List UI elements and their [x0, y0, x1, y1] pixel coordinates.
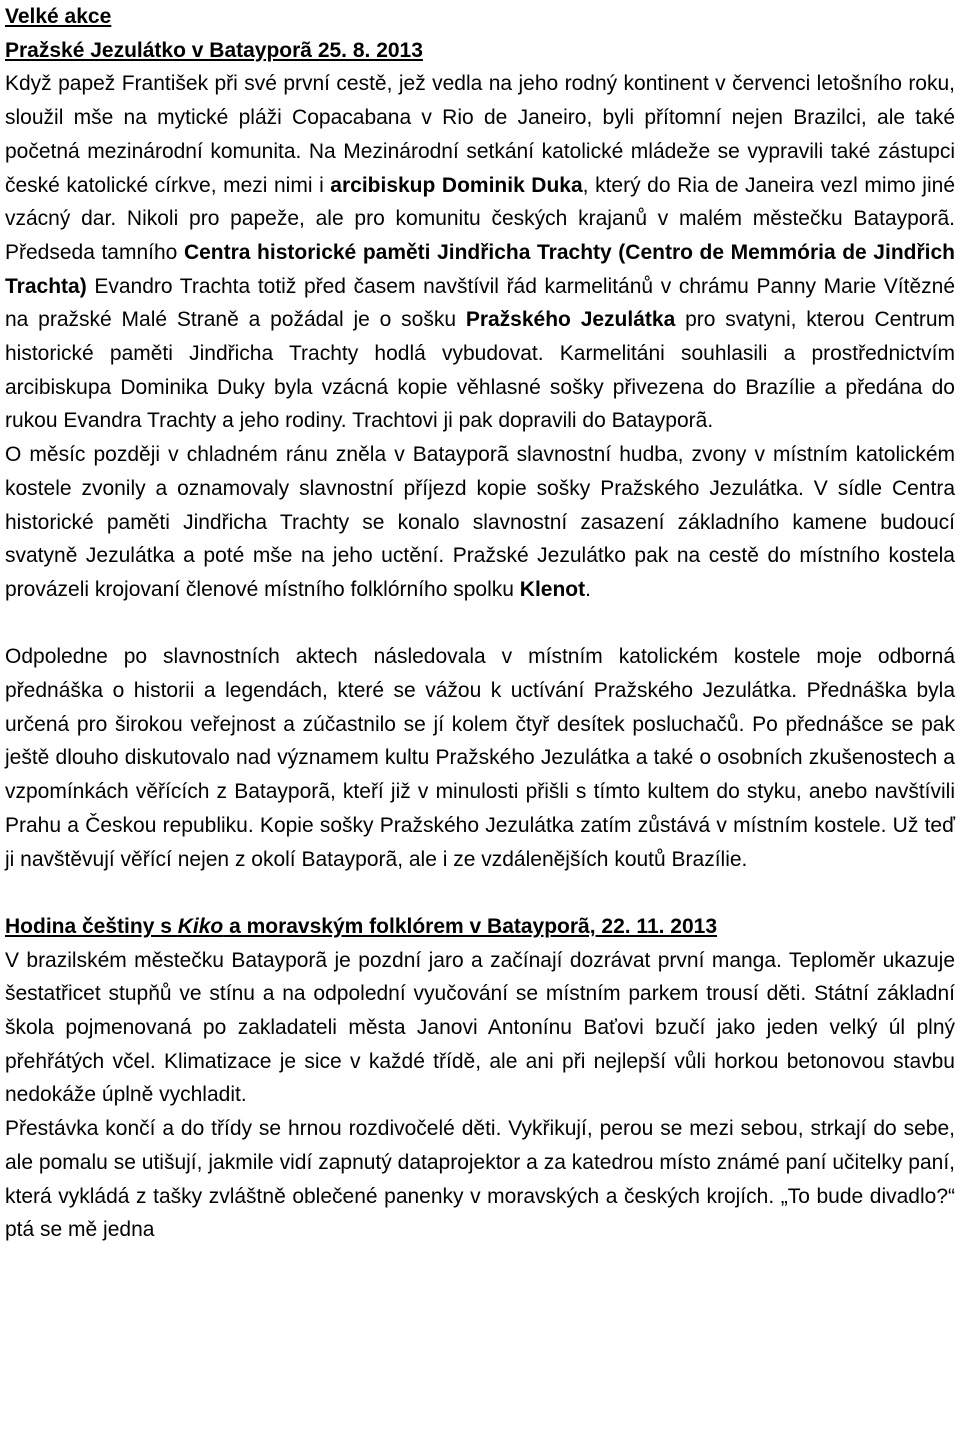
title-italic-kiko: Kiko	[177, 914, 224, 938]
section-title: Velké akce	[5, 5, 112, 28]
bold-name-jezulatko: Pražského Jezulátka	[465, 308, 676, 332]
paragraph-text: O měsíc později v chladném ránu zněla v Batayporã slavnostní hudba, zvony v místním katolickém kostele zvonily a oznamovaly slavnostní příjezd kopie sošky Pražského Jezulátka. V sídle Centra historické paměti Jindřicha Trachty se konalo slavnostní zasazení základního kamene budoucí svatyně Jezulátka a poté mše na jeho uctění. Pražské Jezulátko pak na cestě do místního kostela provázeli krojovaní členové místního folklórního spolku	[5, 443, 955, 601]
paragraph-text: .	[585, 577, 591, 601]
article-paragraph	[5, 67, 955, 438]
paragraph-text: Evandro Trachta totiž před časem navštívil řád karmelitánů v chrámu Panny Marie Vítězné na pražské Malé Straně a požádal je o sošku	[5, 274, 955, 332]
bold-name-arcibiskup: arcibiskup Dominik Duka	[330, 173, 583, 197]
paragraph-spacer	[5, 607, 955, 641]
article-paragraph: Odpoledne po slavnostních aktech následovala v místním katolickém kostele moje odborná přednáška o historii a legendách, které se vážou k uctívání Pražského Jezulátka. Přednáška byla určená pro širokou veřejnost a zúčastnilo se jí kolem čtyř desítek posluchačů. Po přednášce se pak ještě dlouho diskutovalo nad významem kultu Pražského Jezulátka a také o osobních zkušenostech a vzpomínkách věřících z Batayporã, kteří již v minulosti přišli s tímto kultem do styku, anebo navštívili Prahu a Českou republiku. Kopie sošky Pražského Jezulátka zatím zůstává v místním kostele. Už teď ji navštěvují věřící nejen z okolí Batayporã, ale i ze vzdálenějších koutů Brazílie.	[5, 645, 955, 871]
bold-name-klenot: Klenot	[519, 577, 586, 601]
paragraph-text: pro svatyni, kterou Centrum historické paměti Jindřicha Trachty hodlá vybudovat. Karmelitáni souhlasili a prostřednictvím arcibiskupa Dominika Duky byla vzácná kopie věhlasné sošky přivezena do Brazílie a předána do rukou Evandra Trachty a jeho rodiny. Trachtovi ji pak dopravili do Batayporã.	[5, 308, 955, 433]
paragraph-text: , který do Ria de Janeira vezl mimo jiné vzácný dar. Nikoli pro papeže, ale pro komunitu českých krajanů v malém městečku Batayporã. Předseda tamního	[5, 173, 955, 264]
paragraph-text: Když papež František při své první cestě, jež vedla na jeho rodný kontinent v červenci letošního roku, sloužil mše na mytické pláži Copacabana v Rio de Janeiro, byli přítomní nejen Brazilci, ale také početná mezinárodní komunita. Na Mezinárodní setkání katolické mládeže se vypravili také zástupci české katolické církve, mezi nimi i	[5, 72, 955, 197]
article-paragraph: V brazilském městečku Batayporã je pozdní jaro a začínají dozrávat první manga. Teploměr ukazuje šestatřicet stupňů ve stínu a na odpolední vyučování se místním parkem trousí děti. Státní základní škola pojmenovaná po zakladateli města Janovi Antonínu Baťovi bzučí jako jeden velký úl plný přehřátých včel. Klimatizace je sice v každé třídě, ale ani při nejlepší vůli horkou betonovou stavbu nedokáže úplně vychladit.	[5, 948, 955, 1107]
bold-name-centrum: Centra historické paměti Jindřicha Trachty (Centro de Memmória de Jindřich Trachta)	[5, 240, 955, 298]
paragraph-spacer	[5, 876, 955, 910]
title-part: Hodina češtiny s	[5, 914, 178, 938]
article-title-jezulatko: Pražské Jezulátko v Batayporã 25. 8. 2013	[5, 38, 423, 62]
document-page	[5, 0, 955, 1247]
article-paragraph: Přestávka končí a do třídy se hrnou rozdivočelé děti. Vykřikují, perou se mezi sebou, strkají do sebe, ale pomalu se utišují, jakmile vidí zapnutý dataprojektor a za katedrou místo známé paní učitelky paní, která vykládá z tašky zvláštně oblečené panenky v moravských a českých krojích. „To bude divadlo?“ ptá se mě jedna	[5, 1117, 955, 1242]
article-title-hodina-cestiny	[5, 910, 955, 944]
article-paragraph	[5, 438, 955, 607]
title-part: a moravským folklórem v Batayporã, 22. 11. 2013	[223, 914, 718, 938]
